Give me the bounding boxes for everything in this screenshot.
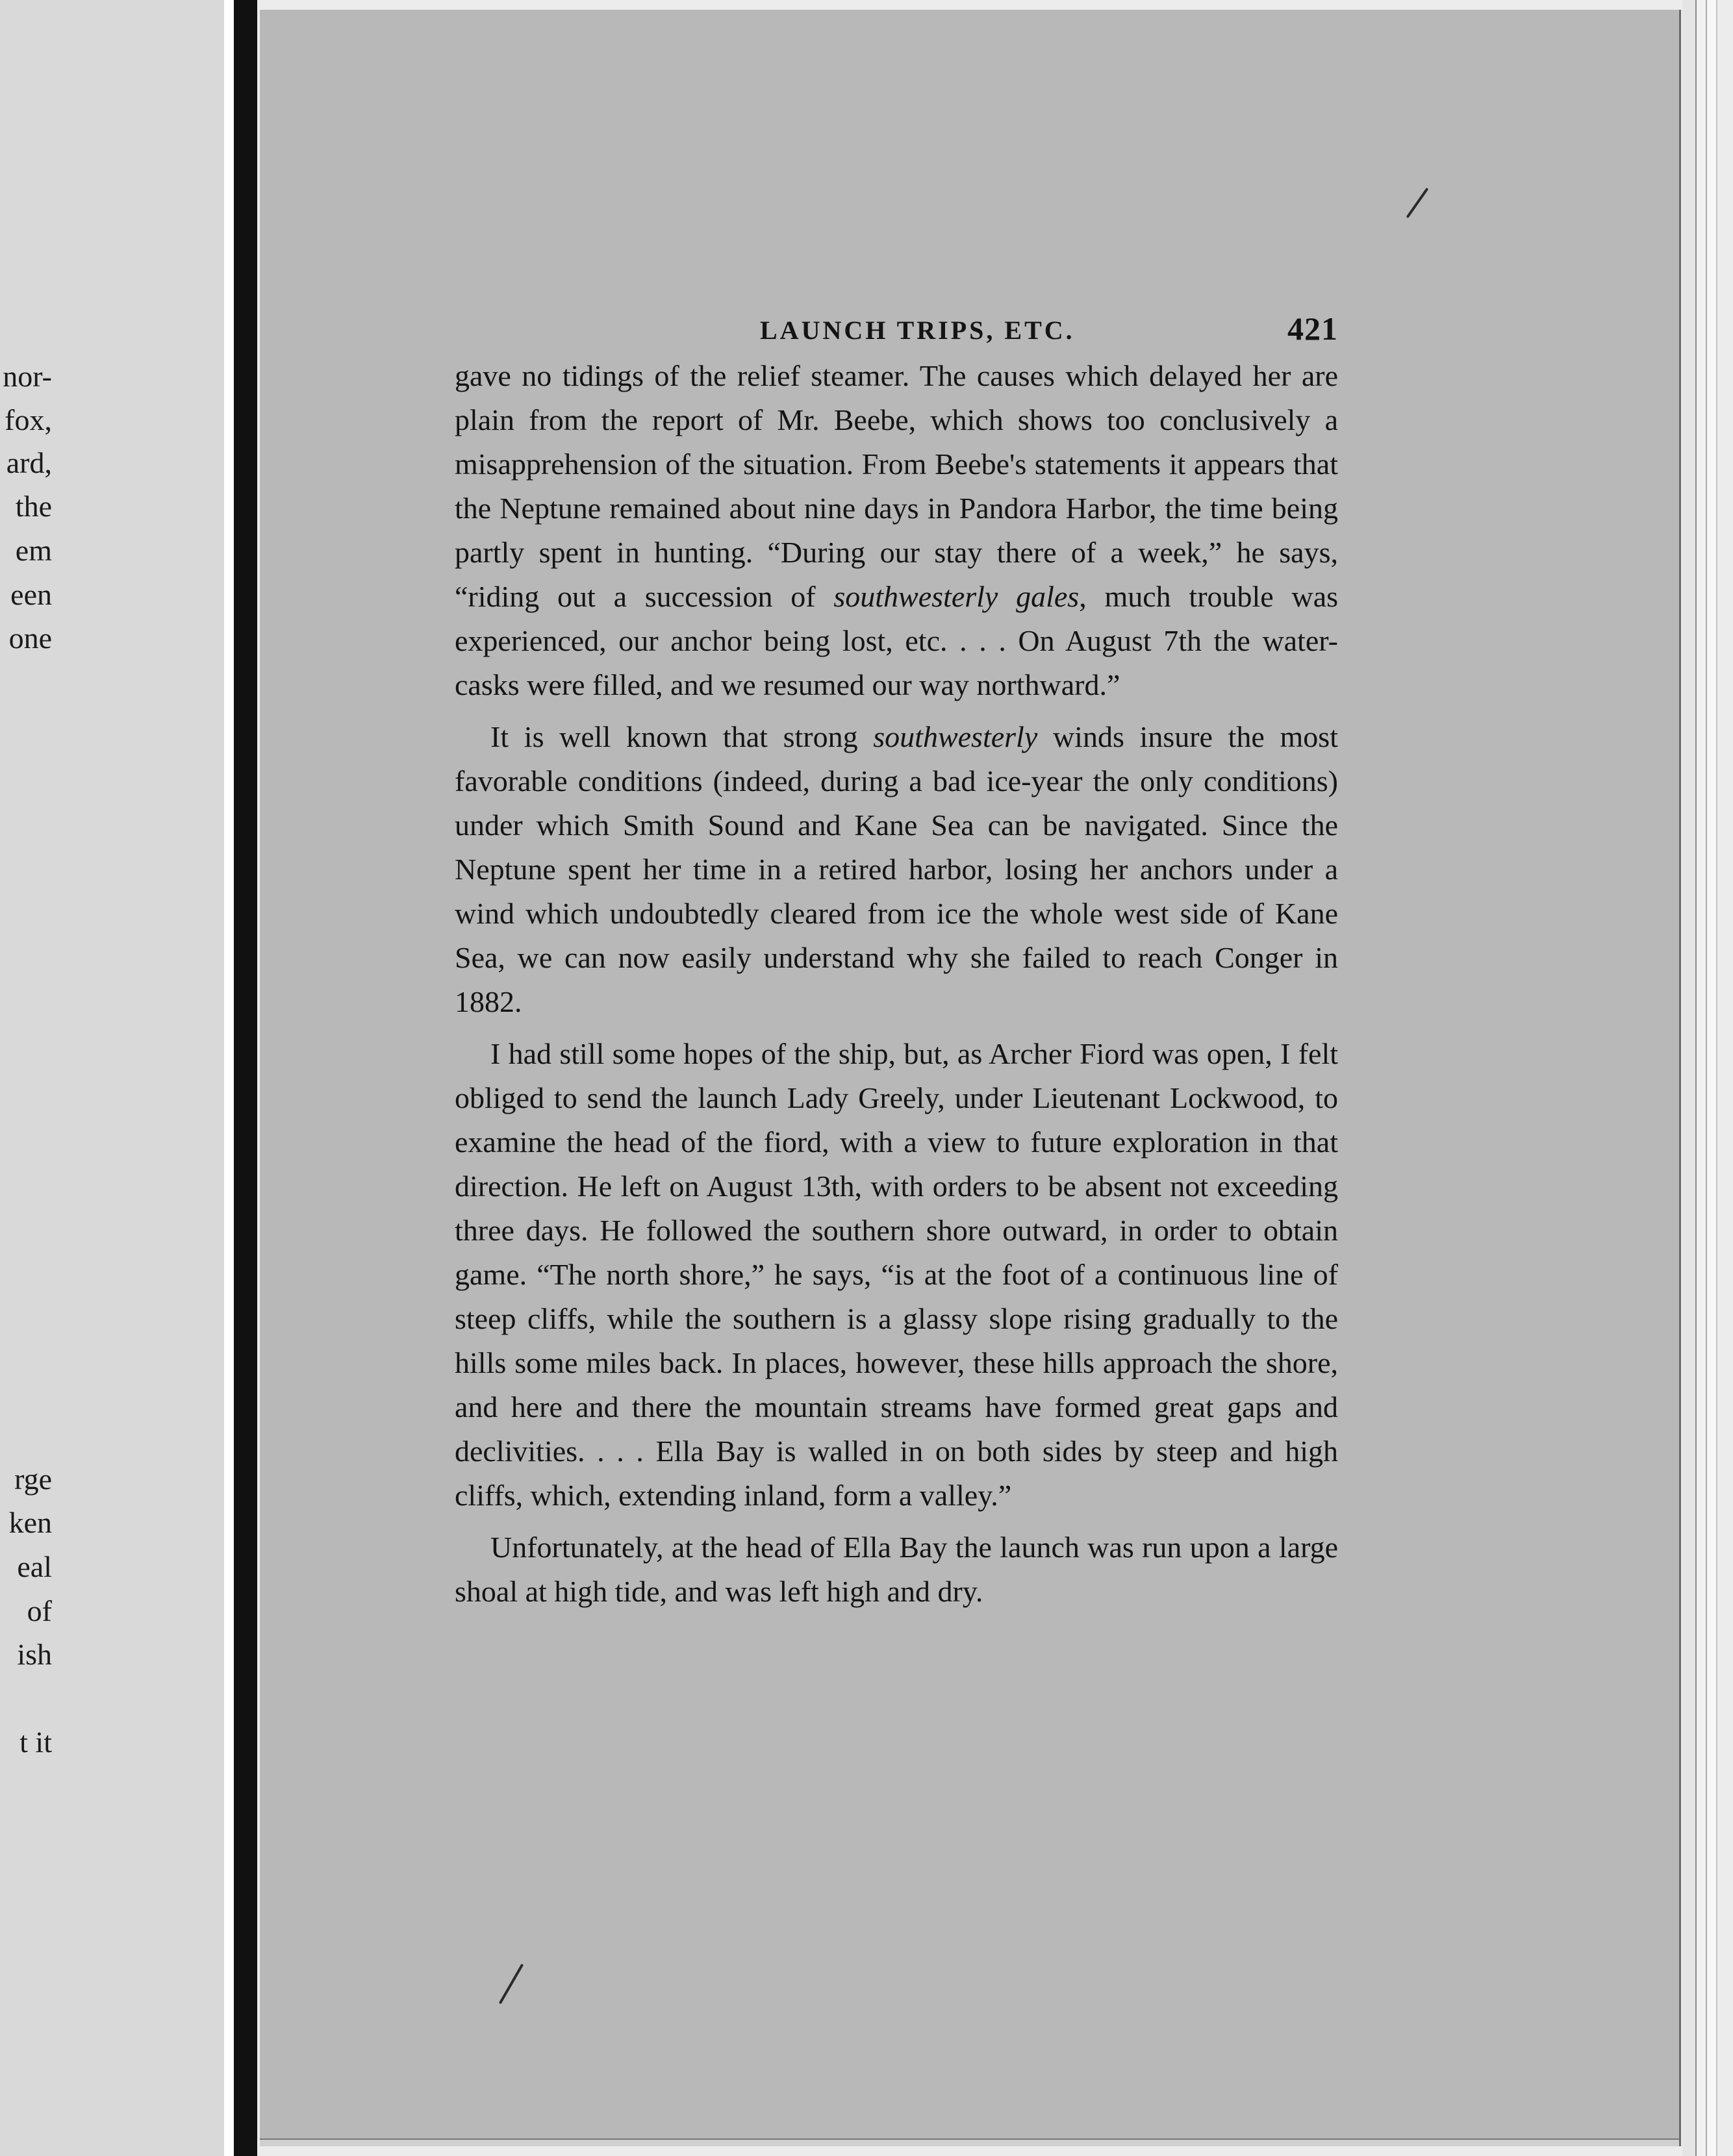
left-page-fragment: ish [17,1638,52,1671]
left-page-fragment: een [10,578,52,611]
running-head [455,302,1338,354]
page-number: 421 [1287,310,1338,347]
left-page-fragment: eal [17,1550,52,1583]
left-page-fragment: ard, [6,446,52,479]
page-bottom-edge [260,2138,1679,2146]
page-text-block [455,302,1338,1622]
page-edge [1682,0,1697,2156]
paragraph-text: It is well known that strong [490,720,874,753]
left-page-fragment: rge [14,1462,52,1496]
paragraph [455,715,1338,1024]
page-edge [1707,0,1717,2156]
left-page-fragment: t it [19,1725,52,1759]
paragraph-text: I had still some hopes of the ship, but, as Archer Fiord was open, I felt obliged to send the launch Lady Greely, under Lieutenant Lockwood, to examine the head of the fiord, with a view to future exploration in that direction. He left on August 13th, with orders to be absent not exceeding three days. He followed the southern shore outward, in order to obtain game. “The north shore,” he says, “is at the foot of a continuous line of steep cliffs, while the southern is a glassy slope rising gradually to the hills some miles back. In places, however, these hills approach the shore, and here and there the mountain streams have formed great gaps and declivities. . . . Ella Bay is walled in on both sides by steep and high cliffs, which, extending inland, form a valley.” [455,1037,1338,1512]
paragraph [455,354,1338,707]
paragraph [455,1525,1338,1614]
italic-text: southwesterly gales [833,580,1080,613]
left-page-fragment: nor- [3,360,52,393]
left-page-fragment: the [15,490,52,523]
left-page-fragment: of [27,1594,52,1627]
paragraph-text: winds insure the most favorable conditions (indeed, during a bad ice-year the only conditions) under which Smith Sound and Kane Sea can be navigated. Since the Neptune spent her time in a retired harbor, losing her anchors under a wind which undoubtedly cleared from ice the whole west side of Kane Sea, we can now easily understand why she failed to reach Conger in 1882. [455,720,1338,1018]
left-facing-page [0,0,224,2156]
running-head-title: LAUNCH TRIPS, ETC. [760,316,1075,345]
left-page-fragment: one [8,621,52,655]
paragraph-text: , much trouble was experienced, our anchor being lost, etc. . . . On August 7th the water-casks were filled, and we resumed our way northward.” [455,580,1339,701]
left-page-fragment: fox, [5,403,52,436]
left-page-fragment: em [15,534,52,567]
book-gutter [234,0,257,2156]
paragraph [455,1032,1338,1518]
left-page-fragment: ken [8,1506,52,1539]
italic-text: southwesterly [873,720,1038,753]
page-edge [1697,0,1707,2156]
paragraph-text: Unfortunately, at the head of Ella Bay the launch was run upon a large shoal at high tide, and was left high and dry. [455,1531,1338,1608]
paragraph-text: gave no tidings of the relief steamer. The causes which delayed her are plain from the report of Mr. Beebe, which shows too conclusively a misapprehension of the situation. From Beebe's statements it appears that the Neptune remained about nine days in Pandora Harbor, the time being partly spent in hunting. “During our stay there of a week,” he says, “riding out a succession of [455,359,1338,613]
